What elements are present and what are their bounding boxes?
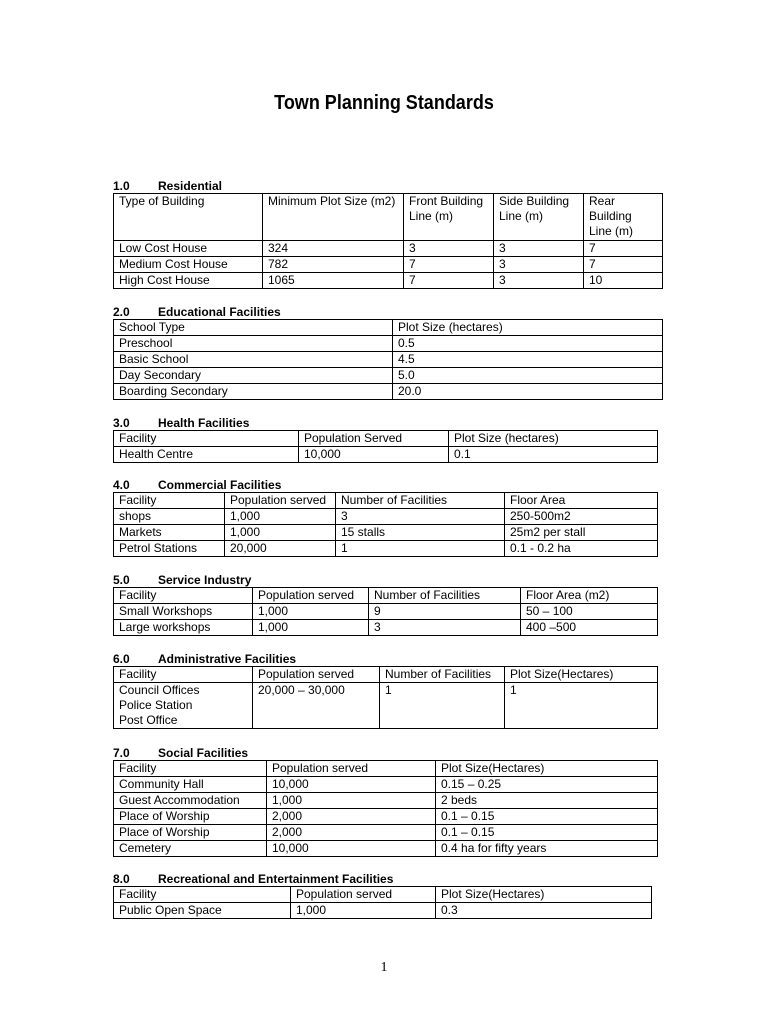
header-cell: Minimum Plot Size (m2) (263, 194, 404, 241)
health-table (113, 430, 658, 463)
section-title: Administrative Facilities (158, 652, 297, 666)
section-heading (113, 872, 652, 886)
administrative-table (113, 666, 658, 729)
header-cell: Population served (267, 761, 436, 777)
table-cell: 1,000 (225, 509, 336, 525)
table-row (114, 447, 658, 463)
section-title: Recreational and Entertainment Facilities (158, 872, 394, 886)
table-row (114, 809, 658, 825)
section-heading (113, 416, 658, 430)
table-cell: Public Open Space (114, 903, 291, 919)
header-cell: Side Building Line (m) (494, 194, 584, 241)
table-row (114, 541, 658, 557)
table-header-row (114, 588, 658, 604)
table-cell: 9 (369, 604, 521, 620)
table-cell: Petrol Stations (114, 541, 225, 557)
table-cell: 1,000 (291, 903, 436, 919)
header-cell: Population Served (299, 431, 449, 447)
table-cell: 7 (584, 257, 663, 273)
social-table (113, 760, 658, 857)
section-number: 2.0 (113, 305, 130, 319)
header-cell: Number of Facilities (336, 493, 505, 509)
table-row (114, 509, 658, 525)
table-cell: Small Workshops (114, 604, 253, 620)
table-cell: 250-500m2 (505, 509, 658, 525)
table-cell: 0.1 - 0.2 ha (505, 541, 658, 557)
table-cell: Day Secondary (114, 368, 393, 384)
table-cell: 10,000 (267, 777, 436, 793)
table-cell: 0.4 ha for fifty years (436, 841, 658, 857)
table-cell: 10,000 (299, 447, 449, 463)
table-cell: Community Hall (114, 777, 267, 793)
table-cell: Medium Cost House (114, 257, 263, 273)
header-cell: Facility (114, 667, 253, 683)
section-commercial (113, 478, 658, 557)
section-heading (113, 652, 658, 666)
section-title: Social Facilities (158, 746, 249, 760)
section-health (113, 416, 658, 463)
table-row (114, 620, 658, 636)
page-title: Town Planning Standards (274, 92, 494, 114)
table-cell: Health Centre (114, 447, 299, 463)
table-cell: 324 (263, 241, 404, 257)
section-number: 5.0 (113, 573, 130, 587)
residential-table (113, 193, 663, 289)
table-header-row (114, 493, 658, 509)
table-cell: 50 – 100 (521, 604, 658, 620)
section-number: 1.0 (113, 179, 130, 193)
facility-line: Council Offices (119, 683, 200, 697)
table-row (114, 777, 658, 793)
header-cell: Type of Building (114, 194, 263, 241)
table-cell: 10 (584, 273, 663, 289)
header-cell: School Type (114, 320, 393, 336)
table-cell: 1,000 (253, 620, 369, 636)
table-cell: 1,000 (267, 793, 436, 809)
table-cell: 5.0 (393, 368, 663, 384)
table-cell: 3 (494, 257, 584, 273)
commercial-table (113, 492, 658, 557)
header-cell: Facility (114, 493, 225, 509)
table-cell: Basic School (114, 352, 393, 368)
section-title: Health Facilities (158, 416, 250, 430)
page-number: 1 (380, 960, 388, 975)
section-heading (113, 478, 658, 492)
section-number: 7.0 (113, 746, 130, 760)
table-cell: 4.5 (393, 352, 663, 368)
section-social (113, 746, 658, 857)
table-cell: Guest Accommodation (114, 793, 267, 809)
table-cell: 2,000 (267, 825, 436, 841)
facility-line: Post Office (119, 713, 178, 727)
header-cell: Plot Size (hectares) (449, 431, 658, 447)
section-residential (113, 179, 663, 289)
header-cell: Facility (114, 761, 267, 777)
section-heading (113, 573, 658, 587)
header-cell: Number of Facilities (380, 667, 505, 683)
table-cell: Place of Worship (114, 809, 267, 825)
table-cell: 0.1 – 0.15 (436, 825, 658, 841)
header-cell: Rear Building Line (m) (584, 194, 663, 241)
table-row (114, 384, 663, 400)
header-cell: Plot Size (hectares) (393, 320, 663, 336)
header-cell: Floor Area (m2) (521, 588, 658, 604)
table-cell: shops (114, 509, 225, 525)
header-cell: Population served (253, 667, 380, 683)
table-row (114, 368, 663, 384)
table-cell: 0.1 (449, 447, 658, 463)
table-row (114, 241, 663, 257)
section-heading (113, 305, 663, 319)
table-row (114, 903, 652, 919)
header-cell: Plot Size(Hectares) (505, 667, 658, 683)
table-cell: Cemetery (114, 841, 267, 857)
table-row (114, 525, 658, 541)
table-cell: 3 (369, 620, 521, 636)
table-row (114, 683, 658, 729)
table-cell: 0.15 – 0.25 (436, 777, 658, 793)
table-cell: 1 (336, 541, 505, 557)
facility-line: Police Station (119, 698, 193, 712)
table-cell: 7 (404, 273, 494, 289)
header-cell: Plot Size(Hectares) (436, 761, 658, 777)
section-title: Service Industry (158, 573, 252, 587)
table-row (114, 273, 663, 289)
table-header-row (114, 761, 658, 777)
table-cell: 2,000 (267, 809, 436, 825)
table-row (114, 825, 658, 841)
table-cell: Boarding Secondary (114, 384, 393, 400)
section-number: 6.0 (113, 652, 130, 666)
table-cell: 7 (584, 241, 663, 257)
header-cell: Facility (114, 887, 291, 903)
section-title: Educational Facilities (158, 305, 281, 319)
table-cell: 15 stalls (336, 525, 505, 541)
section-number: 3.0 (113, 416, 130, 430)
header-cell: Front Building Line (m) (404, 194, 494, 241)
header-cell: Population served (253, 588, 369, 604)
table-cell: 3 (494, 273, 584, 289)
table-row (114, 257, 663, 273)
header-cell: Number of Facilities (369, 588, 521, 604)
table-cell: 3 (336, 509, 505, 525)
table-cell: 1,000 (253, 604, 369, 620)
table-cell: Place of Worship (114, 825, 267, 841)
table-header-row (114, 320, 663, 336)
section-service-industry (113, 573, 658, 636)
section-educational (113, 305, 663, 400)
table-cell: 20,000 (225, 541, 336, 557)
table-cell: 1 (505, 683, 658, 729)
table-cell: 3 (404, 241, 494, 257)
educational-table (113, 319, 663, 400)
section-title: Commercial Facilities (158, 478, 282, 492)
table-row (114, 352, 663, 368)
table-header-row (114, 667, 658, 683)
table-cell: High Cost House (114, 273, 263, 289)
header-cell: Facility (114, 588, 253, 604)
table-cell: 2 beds (436, 793, 658, 809)
table-row (114, 841, 658, 857)
table-header-row (114, 194, 663, 241)
header-cell: Facility (114, 431, 299, 447)
table-cell: 10,000 (267, 841, 436, 857)
section-number: 8.0 (113, 872, 130, 886)
header-cell: Population served (225, 493, 336, 509)
table-header-row (114, 431, 658, 447)
header-cell: Population served (291, 887, 436, 903)
table-cell: 3 (494, 241, 584, 257)
table-cell: 0.3 (436, 903, 652, 919)
section-recreational (113, 872, 652, 919)
section-number: 4.0 (113, 478, 130, 492)
header-cell: Plot Size(Hectares) (436, 887, 652, 903)
table-row (114, 336, 663, 352)
table-cell: 1065 (263, 273, 404, 289)
table-cell: 1 (380, 683, 505, 729)
header-cell: Floor Area (505, 493, 658, 509)
table-cell: 400 –500 (521, 620, 658, 636)
table-cell: 25m2 per stall (505, 525, 658, 541)
table-cell: 782 (263, 257, 404, 273)
section-title: Residential (158, 179, 223, 193)
table-cell: 0.1 – 0.15 (436, 809, 658, 825)
service-industry-table (113, 587, 658, 636)
section-heading (113, 179, 663, 193)
table-header-row (114, 887, 652, 903)
table-cell: 0.5 (393, 336, 663, 352)
table-cell: Markets (114, 525, 225, 541)
table-cell: Large workshops (114, 620, 253, 636)
table-cell: Low Cost House (114, 241, 263, 257)
table-cell (114, 683, 253, 729)
section-administrative (113, 652, 658, 729)
recreational-table (113, 886, 652, 919)
table-cell: 20,000 – 30,000 (253, 683, 380, 729)
table-row (114, 604, 658, 620)
table-row (114, 793, 658, 809)
section-heading (113, 746, 658, 760)
table-cell: Preschool (114, 336, 393, 352)
table-cell: 7 (404, 257, 494, 273)
table-cell: 20.0 (393, 384, 663, 400)
table-cell: 1,000 (225, 525, 336, 541)
